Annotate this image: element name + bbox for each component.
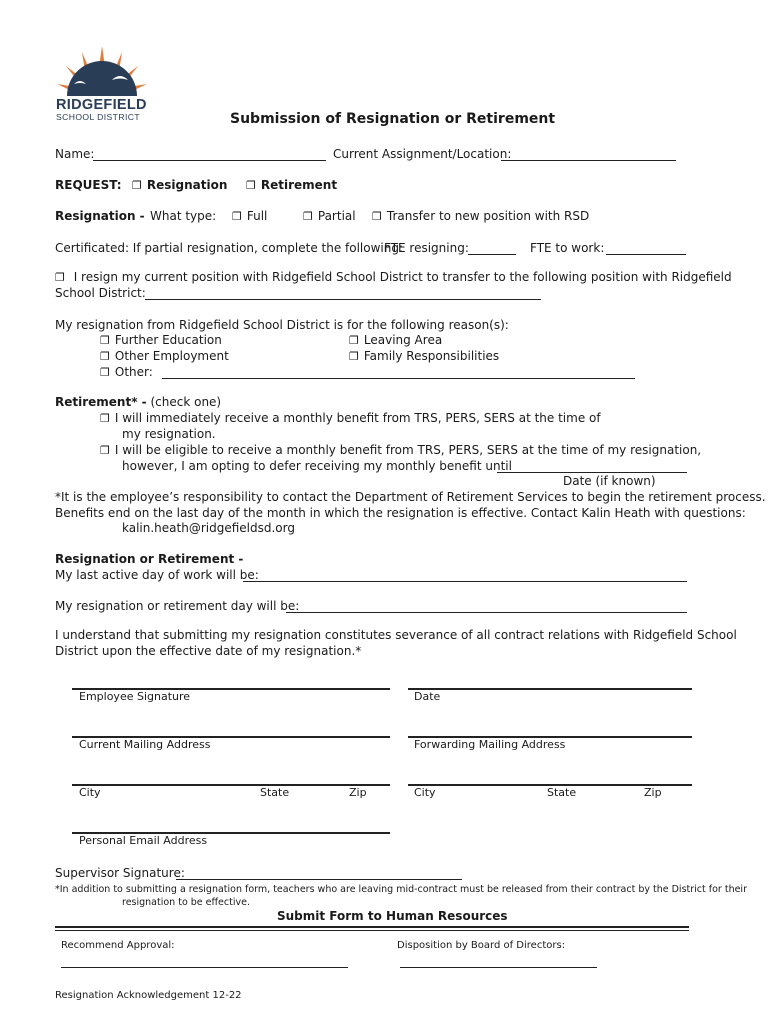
recommend-field[interactable] [61, 967, 348, 968]
fte-resigning-label: FTE resigning: [384, 241, 469, 255]
what-type-label: What type: [150, 209, 217, 223]
disposition-field[interactable] [400, 967, 597, 968]
assignment-field[interactable] [501, 160, 676, 161]
transfer-district-label: School District: [55, 286, 146, 300]
retirement-option-immediate[interactable]: ❐ I will immediately receive a monthly benefit from TRS, PERS, SERS at the time of [100, 411, 601, 425]
checkbox-icon[interactable]: ❐ [100, 334, 110, 347]
name-field[interactable] [93, 160, 326, 161]
footnote-line-2: resignation to be effective. [122, 897, 250, 908]
request-retirement-option[interactable]: ❐ Retirement [246, 178, 338, 192]
assignment-label: Current Assignment/Location: [333, 147, 512, 161]
zip-label-2: Zip [644, 786, 662, 799]
date-label: Date [414, 690, 441, 703]
checkbox-icon[interactable]: ❐ [100, 366, 110, 379]
fte-work-label: FTE to work: [530, 241, 605, 255]
date-if-known-label: Date (if known) [563, 474, 656, 488]
transfer-statement[interactable]: ❐ I resign my current position with Ridgefield School District to transfer to the following position with Ridgefield [55, 270, 732, 284]
understand-line-1: I understand that submitting my resignation constitutes severance of all contract relations with Ridgefield School [55, 628, 737, 642]
retirement-header: Retirement* - (check one) [55, 395, 222, 409]
resignation-type-label: Resignation - [55, 209, 145, 223]
checkbox-icon[interactable]: ❐ [100, 412, 110, 425]
name-label: Name: [55, 147, 95, 161]
request-resignation-option[interactable]: ❐ Resignation [132, 178, 228, 192]
logo-subtitle: SCHOOL DISTRICT [56, 112, 140, 122]
city-label-1: City [79, 786, 101, 799]
reason-other-field[interactable] [162, 378, 635, 379]
supervisor-signature-field[interactable] [176, 879, 462, 880]
checkbox-icon[interactable]: ❐ [349, 334, 359, 347]
last-day-field[interactable] [243, 581, 687, 582]
retirement-option-defer-cont: however, I am opting to defer receiving my monthly benefit until [122, 459, 512, 473]
type-full-option[interactable]: ❐ Full [232, 209, 268, 223]
checkbox-icon[interactable]: ❐ [349, 350, 359, 363]
page-title: Submission of Resignation or Retirement [230, 111, 556, 127]
last-day-label: My last active day of work will be: [55, 568, 259, 582]
checkbox-icon[interactable]: ❐ [303, 210, 313, 223]
ret-day-field[interactable] [286, 612, 687, 613]
mailing-address-label: Current Mailing Address [79, 738, 211, 751]
checkbox-icon[interactable]: ❐ [246, 179, 256, 192]
res-or-ret-header: Resignation or Retirement - [55, 552, 244, 566]
personal-email-label: Personal Email Address [79, 834, 208, 847]
checkbox-icon[interactable]: ❐ [100, 444, 110, 457]
state-label-1: State [260, 786, 290, 799]
retirement-option-defer[interactable]: ❐ I will be eligible to receive a monthly benefit from TRS, PERS, SERS at the time of my resignation, [100, 443, 702, 457]
date-field[interactable] [408, 688, 692, 690]
checkbox-icon[interactable]: ❐ [55, 271, 65, 284]
disposition-label: Disposition by Board of Directors: [397, 940, 566, 951]
retirement-note-1: *It is the employee’s responsibility to contact the Department of Retirement Services to begin the retirement process. [55, 490, 766, 504]
reason-leaving-area[interactable]: ❐ Leaving Area [349, 333, 443, 347]
supervisor-label: Supervisor Signature: [55, 866, 185, 880]
retirement-option-immediate-cont: my resignation. [122, 427, 216, 441]
fte-resigning-field[interactable] [468, 254, 516, 255]
logo-name: RIDGEFIELD [56, 97, 147, 113]
checkbox-icon[interactable]: ❐ [232, 210, 242, 223]
footer-form-id: Resignation Acknowledgement 12-22 [55, 990, 242, 1001]
reasons-intro: My resignation from Ridgefield School District is for the following reason(s): [55, 318, 509, 332]
reason-family[interactable]: ❐ Family Responsibilities [349, 349, 500, 363]
footnote-line-1: *In addition to submitting a resignation form, teachers who are leaving mid-contract must be released from their contract by the District for their [55, 884, 747, 895]
checkbox-icon[interactable]: ❐ [132, 179, 142, 192]
defer-date-field[interactable] [497, 472, 687, 473]
understand-line-2: District upon the effective date of my resignation.* [55, 644, 362, 658]
checkbox-icon[interactable]: ❐ [100, 350, 110, 363]
state-label-2: State [547, 786, 577, 799]
type-transfer-option[interactable]: ❐ Transfer to new position with RSD [372, 209, 590, 223]
certificated-text: Certificated: If partial resignation, complete the following: [55, 241, 404, 255]
fte-work-field[interactable] [606, 254, 686, 255]
request-label: REQUEST: [55, 178, 122, 192]
recommend-label: Recommend Approval: [61, 940, 175, 951]
city-label-2: City [414, 786, 436, 799]
forwarding-address-label: Forwarding Mailing Address [414, 738, 566, 751]
checkbox-icon[interactable]: ❐ [372, 210, 382, 223]
contact-email[interactable]: kalin.heath@ridgefieldsd.org [122, 521, 295, 535]
zip-label-1: Zip [349, 786, 367, 799]
hr-divider [55, 926, 689, 928]
type-partial-option[interactable]: ❐ Partial [303, 209, 356, 223]
transfer-position-field[interactable] [145, 299, 541, 300]
city-state-zip-field-1[interactable] [72, 784, 390, 786]
hr-section-title: Submit Form to Human Resources [277, 909, 508, 923]
reason-other-employment[interactable]: ❐ Other Employment [100, 349, 229, 363]
ret-day-label: My resignation or retirement day will be: [55, 599, 300, 613]
hr-divider-thin [55, 930, 689, 931]
reason-other[interactable]: ❐ Other: [100, 365, 153, 379]
reason-further-education[interactable]: ❐ Further Education [100, 333, 222, 347]
employee-signature-label: Employee Signature [79, 690, 191, 703]
retirement-note-2: Benefits end on the last day of the month in which the resignation is effective. Contact Kalin Heath with questions: [55, 506, 746, 520]
